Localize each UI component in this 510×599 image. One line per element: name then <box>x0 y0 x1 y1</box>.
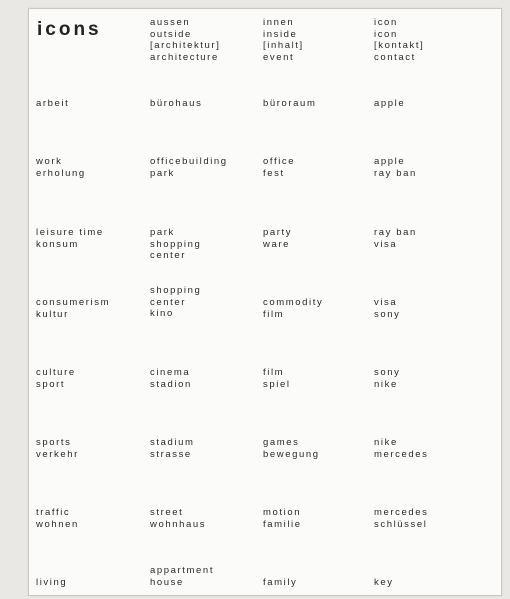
row-6-col-2: motion familie <box>263 507 302 530</box>
header-icon: icon icon [kontakt] contact <box>374 17 425 63</box>
row-5-col-0: sports verkehr <box>36 437 79 460</box>
row-2-col-2: party ware <box>263 227 293 250</box>
row-7-col-3: key <box>374 577 394 588</box>
row-3-col-1: shopping center kino <box>150 285 202 319</box>
row-1-col-0: work erholung <box>36 156 86 179</box>
row-3-col-2: commodity film <box>263 297 324 320</box>
row-4-col-1: cinema stadion <box>150 367 192 390</box>
header-outside: aussen outside [architektur] architecture <box>150 17 221 63</box>
row-7-col-1: appartment house <box>150 565 215 588</box>
row-3-col-0: consumerism kultur <box>36 297 111 320</box>
row-2-col-1: park shopping center <box>150 227 202 261</box>
document-page <box>28 8 502 596</box>
row-1-col-1: officebuilding park <box>150 156 228 179</box>
row-4-col-3: sony nike <box>374 367 401 390</box>
row-5-col-2: games bewegung <box>263 437 320 460</box>
row-6-col-3: mercedes schlüssel <box>374 507 429 530</box>
row-4-col-2: film spiel <box>263 367 291 390</box>
row-4-col-0: culture sport <box>36 367 76 390</box>
row-2-col-3: ray ban visa <box>374 227 417 250</box>
row-7-col-0: living <box>36 577 68 588</box>
row-7-col-2: family <box>263 577 298 588</box>
row-6-col-1: street wohnhaus <box>150 507 207 530</box>
row-1-col-3: apple ray ban <box>374 156 417 179</box>
row-5-col-1: stadium strasse <box>150 437 195 460</box>
header-inside: innen inside [inhalt] event <box>263 17 304 63</box>
row-0-col-3: apple <box>374 98 406 109</box>
row-1-col-2: office fest <box>263 156 296 179</box>
row-0-col-0: arbeit <box>36 98 70 109</box>
row-0-col-1: bürohaus <box>150 98 203 109</box>
row-0-col-2: büroraum <box>263 98 317 109</box>
row-6-col-0: traffic wohnen <box>36 507 79 530</box>
row-3-col-3: visa sony <box>374 297 401 320</box>
row-2-col-0: leisure time konsum <box>36 227 104 250</box>
page-title: icons <box>37 19 102 40</box>
row-5-col-3: nike mercedes <box>374 437 429 460</box>
